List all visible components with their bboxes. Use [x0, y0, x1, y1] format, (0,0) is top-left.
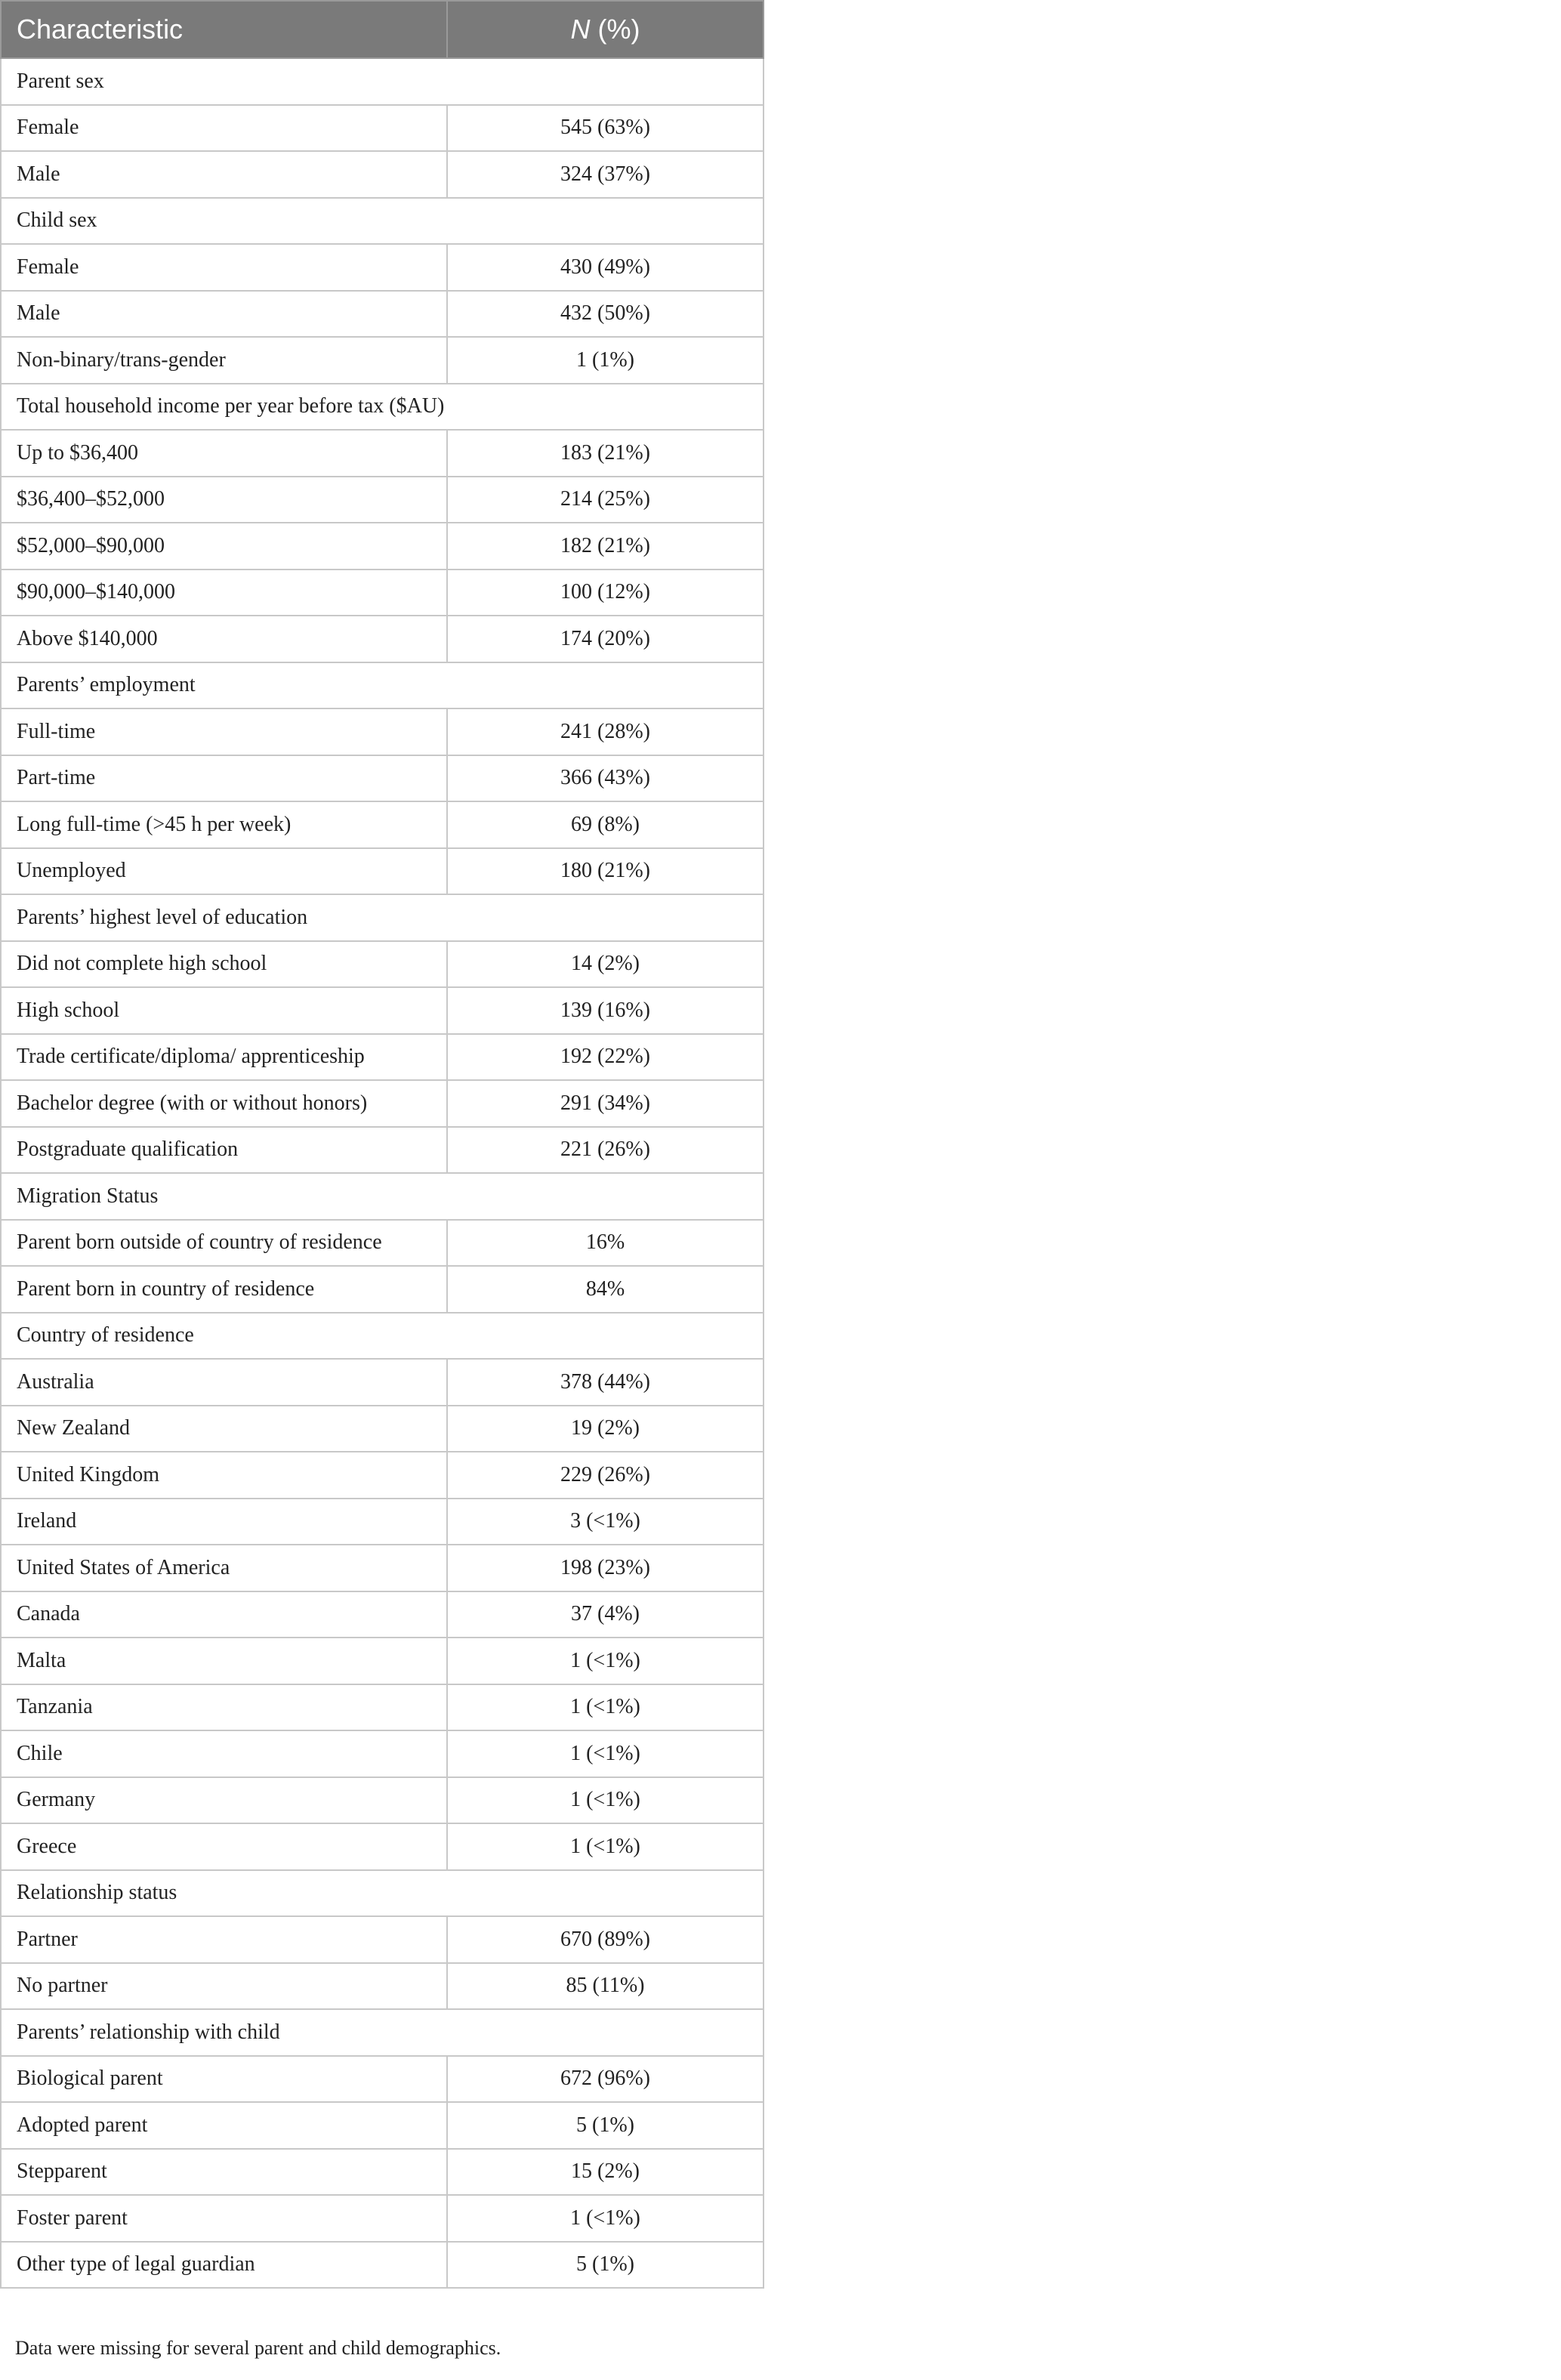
row-label: High school	[1, 987, 447, 1034]
table-row	[1, 801, 764, 848]
row-value: 1 (<1%)	[447, 1730, 764, 1777]
row-value: 198 (23%)	[447, 1545, 764, 1591]
row-label: $90,000–$140,000	[1, 570, 447, 616]
row-value: 670 (89%)	[447, 1916, 764, 1963]
table-row	[1, 1359, 764, 1406]
table-row	[1, 941, 764, 988]
header-percent-label: (%)	[590, 14, 640, 45]
row-value: 241 (28%)	[447, 708, 764, 755]
row-value: 1 (1%)	[447, 337, 764, 384]
row-value: 180 (21%)	[447, 848, 764, 895]
row-label: Female	[1, 244, 447, 291]
row-value: 85 (11%)	[447, 1963, 764, 2010]
table-row	[1, 2102, 764, 2149]
table-row	[1, 477, 764, 523]
table-row	[1, 1591, 764, 1638]
table-row	[1, 430, 764, 477]
group-label: Parent sex	[1, 58, 764, 105]
row-value: 37 (4%)	[447, 1591, 764, 1638]
row-label: Germany	[1, 1777, 447, 1824]
row-label: Stepparent	[1, 2149, 447, 2196]
row-label: Parent born in country of residence	[1, 1266, 447, 1313]
row-label: Above $140,000	[1, 616, 447, 662]
table-row	[1, 1452, 764, 1499]
table-row	[1, 1545, 764, 1591]
table-row	[1, 616, 764, 662]
row-label: Unemployed	[1, 848, 447, 895]
row-value: 5 (1%)	[447, 2102, 764, 2149]
row-value: 16%	[447, 1220, 764, 1267]
table-row	[1, 987, 764, 1034]
row-label: Partner	[1, 1916, 447, 1963]
group-label: Child sex	[1, 198, 764, 245]
row-value: 14 (2%)	[447, 941, 764, 988]
row-label: Adopted parent	[1, 2102, 447, 2149]
row-value: 672 (96%)	[447, 2056, 764, 2103]
row-value: 192 (22%)	[447, 1034, 764, 1081]
header-characteristic: Characteristic	[1, 1, 447, 58]
row-label: Canada	[1, 1591, 447, 1638]
row-label: Part-time	[1, 755, 447, 802]
table-row	[1, 1220, 764, 1267]
table-row	[1, 1499, 764, 1545]
row-label: New Zealand	[1, 1406, 447, 1452]
group-label: Migration Status	[1, 1173, 764, 1220]
row-value: 19 (2%)	[447, 1406, 764, 1452]
row-value: 1 (<1%)	[447, 1638, 764, 1684]
row-value: 5 (1%)	[447, 2242, 764, 2289]
row-label: Bachelor degree (with or without honors)	[1, 1080, 447, 1127]
table-group-row	[1, 198, 764, 245]
table-row	[1, 2056, 764, 2103]
table-row	[1, 2242, 764, 2289]
table-group-row	[1, 1173, 764, 1220]
row-label: Male	[1, 291, 447, 338]
table-row	[1, 848, 764, 895]
row-label: Other type of legal guardian	[1, 2242, 447, 2289]
row-value: 3 (<1%)	[447, 1499, 764, 1545]
table-row	[1, 1963, 764, 2010]
table-group-row	[1, 384, 764, 431]
table-row	[1, 1730, 764, 1777]
group-label: Parents’ employment	[1, 662, 764, 709]
table-body	[1, 58, 764, 2288]
row-value: 432 (50%)	[447, 291, 764, 338]
row-label: United States of America	[1, 1545, 447, 1591]
row-label: Australia	[1, 1359, 447, 1406]
table-row	[1, 570, 764, 616]
row-label: Malta	[1, 1638, 447, 1684]
row-label: Long full-time (>45 h per week)	[1, 801, 447, 848]
row-value: 69 (8%)	[447, 801, 764, 848]
row-value: 378 (44%)	[447, 1359, 764, 1406]
header-row	[1, 1, 764, 58]
row-label: Up to $36,400	[1, 430, 447, 477]
row-label: Chile	[1, 1730, 447, 1777]
table-row	[1, 523, 764, 570]
table-row	[1, 1266, 764, 1313]
table-row	[1, 244, 764, 291]
table-footnote: Data were missing for several parent and child demographics.	[15, 2337, 501, 2359]
row-value: 1 (<1%)	[447, 1684, 764, 1731]
row-value: 1 (<1%)	[447, 1777, 764, 1824]
table-row	[1, 337, 764, 384]
group-label: Parents’ relationship with child	[1, 2009, 764, 2056]
table-row	[1, 151, 764, 198]
row-value: 221 (26%)	[447, 1127, 764, 1174]
table-row	[1, 708, 764, 755]
row-label: Tanzania	[1, 1684, 447, 1731]
group-label: Country of residence	[1, 1313, 764, 1360]
row-label: Full-time	[1, 708, 447, 755]
row-label: United Kingdom	[1, 1452, 447, 1499]
demographics-table-container	[0, 0, 763, 2289]
group-label: Total household income per year before tax ($AU)	[1, 384, 764, 431]
row-label: Male	[1, 151, 447, 198]
table-row	[1, 1638, 764, 1684]
table-group-row	[1, 58, 764, 105]
table-row	[1, 1916, 764, 1963]
row-label: Greece	[1, 1823, 447, 1870]
row-label: Female	[1, 105, 447, 152]
group-label: Relationship status	[1, 1870, 764, 1917]
row-value: 84%	[447, 1266, 764, 1313]
table-row	[1, 291, 764, 338]
table-row	[1, 1406, 764, 1452]
row-label: Trade certificate/diploma/ apprenticeship	[1, 1034, 447, 1081]
row-label: Foster parent	[1, 2195, 447, 2242]
table-row	[1, 1777, 764, 1824]
table-row	[1, 1127, 764, 1174]
row-value: 183 (21%)	[447, 430, 764, 477]
table-row	[1, 755, 764, 802]
row-value: 229 (26%)	[447, 1452, 764, 1499]
table-row	[1, 105, 764, 152]
row-value: 430 (49%)	[447, 244, 764, 291]
table-row	[1, 1080, 764, 1127]
header-n-symbol: N	[570, 14, 591, 45]
table-group-row	[1, 1870, 764, 1917]
table-group-row	[1, 894, 764, 941]
table-row	[1, 1034, 764, 1081]
row-label: Ireland	[1, 1499, 447, 1545]
table-row	[1, 2195, 764, 2242]
group-label: Parents’ highest level of education	[1, 894, 764, 941]
row-label: Parent born outside of country of residence	[1, 1220, 447, 1267]
row-value: 15 (2%)	[447, 2149, 764, 2196]
row-label: $36,400–$52,000	[1, 477, 447, 523]
row-value: 545 (63%)	[447, 105, 764, 152]
demographics-table	[0, 0, 764, 2289]
header-n-percent	[447, 1, 764, 58]
row-label: Postgraduate qualification	[1, 1127, 447, 1174]
row-label: Did not complete high school	[1, 941, 447, 988]
row-value: 214 (25%)	[447, 477, 764, 523]
row-value: 1 (<1%)	[447, 2195, 764, 2242]
row-label: Biological parent	[1, 2056, 447, 2103]
row-value: 139 (16%)	[447, 987, 764, 1034]
row-value: 182 (21%)	[447, 523, 764, 570]
row-value: 324 (37%)	[447, 151, 764, 198]
row-value: 291 (34%)	[447, 1080, 764, 1127]
row-label: $52,000–$90,000	[1, 523, 447, 570]
table-group-row	[1, 662, 764, 709]
row-value: 366 (43%)	[447, 755, 764, 802]
row-label: No partner	[1, 1963, 447, 2010]
table-row	[1, 1684, 764, 1731]
table-row	[1, 2149, 764, 2196]
row-value: 100 (12%)	[447, 570, 764, 616]
table-group-row	[1, 1313, 764, 1360]
row-value: 174 (20%)	[447, 616, 764, 662]
table-group-row	[1, 2009, 764, 2056]
row-label: Non-binary/trans-gender	[1, 337, 447, 384]
table-header	[1, 1, 764, 58]
table-row	[1, 1823, 764, 1870]
row-value: 1 (<1%)	[447, 1823, 764, 1870]
